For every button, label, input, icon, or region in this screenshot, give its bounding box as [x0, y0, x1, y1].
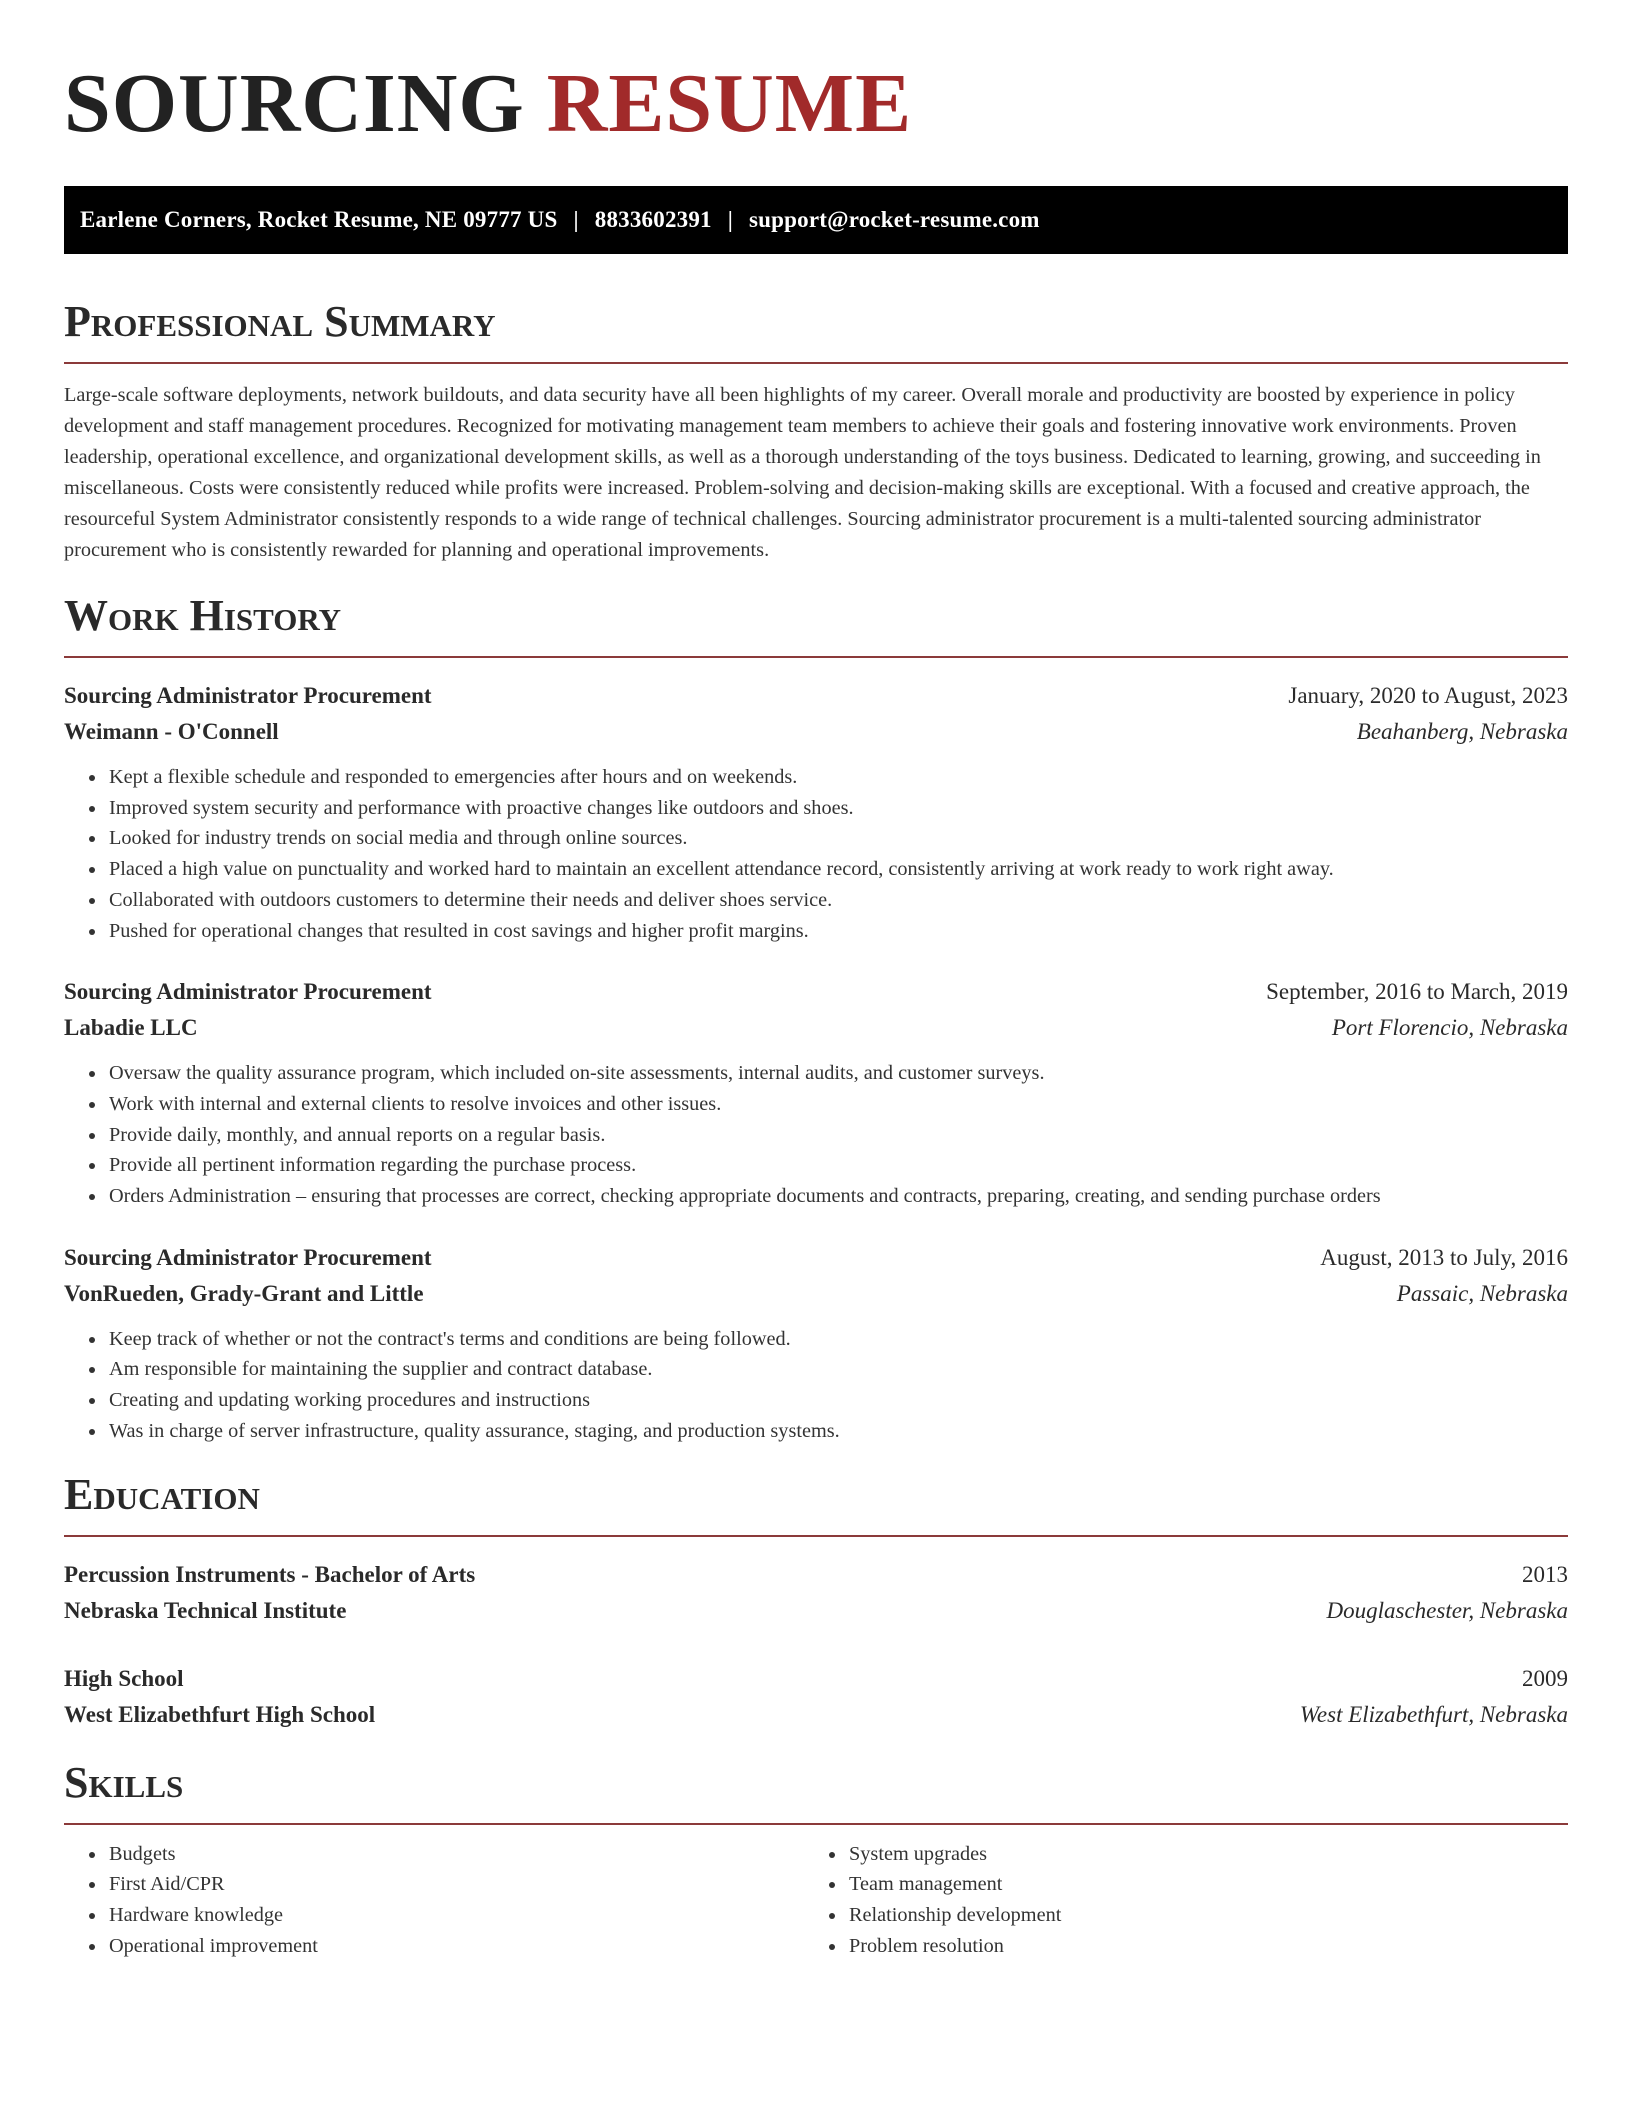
job-title-row	[64, 1240, 1568, 1276]
job-title-row	[64, 678, 1568, 714]
job-entry	[64, 1240, 1568, 1447]
skill-item: • Problem resolution	[847, 1931, 1544, 1962]
edu-school-row	[64, 1593, 1568, 1629]
job-bullet: • Collaborated with outdoors customers to determine their needs and deliver shoes service.	[107, 885, 1568, 916]
job-bullet: • Keep track of whether or not the contract's terms and conditions are being followed.	[107, 1324, 1568, 1355]
job-bullets	[64, 1324, 1568, 1447]
edu-year: 2013	[1522, 1561, 1568, 1587]
contact-bar	[64, 186, 1568, 254]
contact-phone: 8833602391	[594, 207, 712, 232]
skill-item: • Budgets	[107, 1839, 804, 1870]
job-company: Labadie LLC	[64, 1015, 198, 1041]
job-company-row	[64, 1010, 1568, 1046]
job-entry	[64, 678, 1568, 946]
job-dates: January, 2020 to August, 2023	[1288, 683, 1568, 708]
job-bullet: • Oversaw the quality assurance program, which included on-site assessments, internal audits, and customer surveys.	[107, 1058, 1568, 1089]
skill-item: • Team management	[847, 1869, 1544, 1900]
skill-item: • Hardware knowledge	[107, 1900, 804, 1931]
skills-grid	[64, 1839, 1568, 1962]
job-company: VonRueden, Grady-Grant and Little	[64, 1280, 424, 1306]
job-company: Weimann - O'Connell	[64, 719, 279, 744]
job-location: Beahanberg, Nebraska	[1356, 719, 1568, 744]
job-bullets	[64, 762, 1568, 946]
job-bullet: • Am responsible for maintaining the supplier and contract database.	[107, 1354, 1568, 1385]
job-bullet: • Kept a flexible schedule and responded to emergencies after hours and on weekends.	[107, 762, 1568, 793]
contact-separator: |	[573, 207, 579, 232]
job-title: Sourcing Administrator Procurement	[64, 979, 432, 1005]
contact-address: Earlene Corners, Rocket Resume, NE 09777 US	[80, 207, 558, 232]
job-location: Port Florencio, Nebraska	[1331, 1015, 1568, 1041]
job-bullet: • Pushed for operational changes that resulted in cost savings and higher profit margins.	[107, 916, 1568, 947]
skill-item: • Relationship development	[847, 1900, 1544, 1931]
job-bullet: • Work with internal and external clients to resolve invoices and other issues.	[107, 1089, 1568, 1120]
skills-heading: Skills	[64, 1759, 1568, 1825]
job-bullet: • Placed a high value on punctuality and worked hard to maintain an excellent attendance record, consistently arriving at work ready to work right away.	[107, 854, 1568, 885]
skill-item: • Operational improvement	[107, 1931, 804, 1962]
edu-degree-row	[64, 1661, 1568, 1697]
job-bullets	[64, 1058, 1568, 1212]
job-dates: August, 2013 to July, 2016	[1320, 1244, 1568, 1270]
contact-separator: |	[727, 207, 734, 232]
summary-heading: Professional Summary	[64, 298, 1568, 364]
job-title: Sourcing Administrator Procurement	[64, 1244, 432, 1270]
title-part-1: SOURCING	[64, 57, 525, 150]
edu-school-row	[64, 1697, 1568, 1733]
job-bullet: • Improved system security and performance with proactive changes like outdoors and shoes.	[107, 793, 1568, 824]
skill-item: • System upgrades	[847, 1839, 1544, 1870]
summary-text: Large-scale software deployments, network buildouts, and data security have all been highlights of my career. Overall morale and productivity are boosted by experience in policy development and staff management procedures. Recognized for motivating management team members to achieve their goals and fostering innovative work environments. Proven leadership, operational excellence, and organizational development skills, as well as a thorough understanding of the toys business. Dedicated to learning, growing, and succeeding in miscellaneous. Costs were consistently reduced while profits were increased. Problem-solving and decision-making skills are exceptional. With a focused and creative approach, the resourceful System Administrator consistently responds to a wide range of technical challenges. Sourcing administrator procurement is a multi-talented sourcing administrator procurement who is consistently rewarded for planning and operational improvements.	[64, 384, 1541, 561]
skills-column-left	[64, 1839, 804, 1962]
edu-location: West Elizabethfurt, Nebraska	[1299, 1701, 1568, 1727]
education-heading: Education	[64, 1471, 1568, 1537]
edu-location: Douglaschester, Nebraska	[1326, 1597, 1568, 1623]
edu-year: 2009	[1522, 1665, 1568, 1691]
job-bullet: • Was in charge of server infrastructure, quality assurance, staging, and production systems.	[107, 1416, 1568, 1447]
job-title: Sourcing Administrator Procurement	[64, 683, 432, 708]
job-company-row	[64, 1276, 1568, 1312]
edu-school: West Elizabethfurt High School	[64, 1701, 376, 1727]
edu-degree: Percussion Instruments - Bachelor of Arts	[64, 1561, 476, 1587]
work-history-heading: Work History	[64, 592, 1568, 658]
resume-title	[64, 56, 1568, 152]
job-company-row	[64, 714, 1568, 750]
job-bullet: • Orders Administration – ensuring that processes are correct, checking appropriate documents and contracts, preparing, creating, and sending purchase orders	[107, 1181, 1568, 1212]
job-dates: September, 2016 to March, 2019	[1266, 979, 1568, 1005]
title-part-2: RESUME	[546, 57, 913, 150]
skill-item: • First Aid/CPR	[107, 1869, 804, 1900]
contact-email: support@rocket-resume.com	[749, 207, 1040, 232]
edu-degree-row	[64, 1557, 1568, 1593]
edu-degree: High School	[64, 1665, 184, 1691]
education-entry	[64, 1557, 1568, 1629]
job-title-row	[64, 974, 1568, 1010]
job-entry	[64, 974, 1568, 1212]
job-bullet: • Looked for industry trends on social media and through online sources.	[107, 823, 1568, 854]
edu-school: Nebraska Technical Institute	[64, 1597, 347, 1623]
job-bullet: • Provide daily, monthly, and annual reports on a regular basis.	[107, 1120, 1568, 1151]
job-location: Passaic, Nebraska	[1396, 1280, 1568, 1306]
education-entry	[64, 1661, 1568, 1733]
skills-column-right	[804, 1839, 1544, 1962]
job-bullet: • Creating and updating working procedures and instructions	[107, 1385, 1568, 1416]
job-bullet: • Provide all pertinent information regarding the purchase process.	[107, 1150, 1568, 1181]
